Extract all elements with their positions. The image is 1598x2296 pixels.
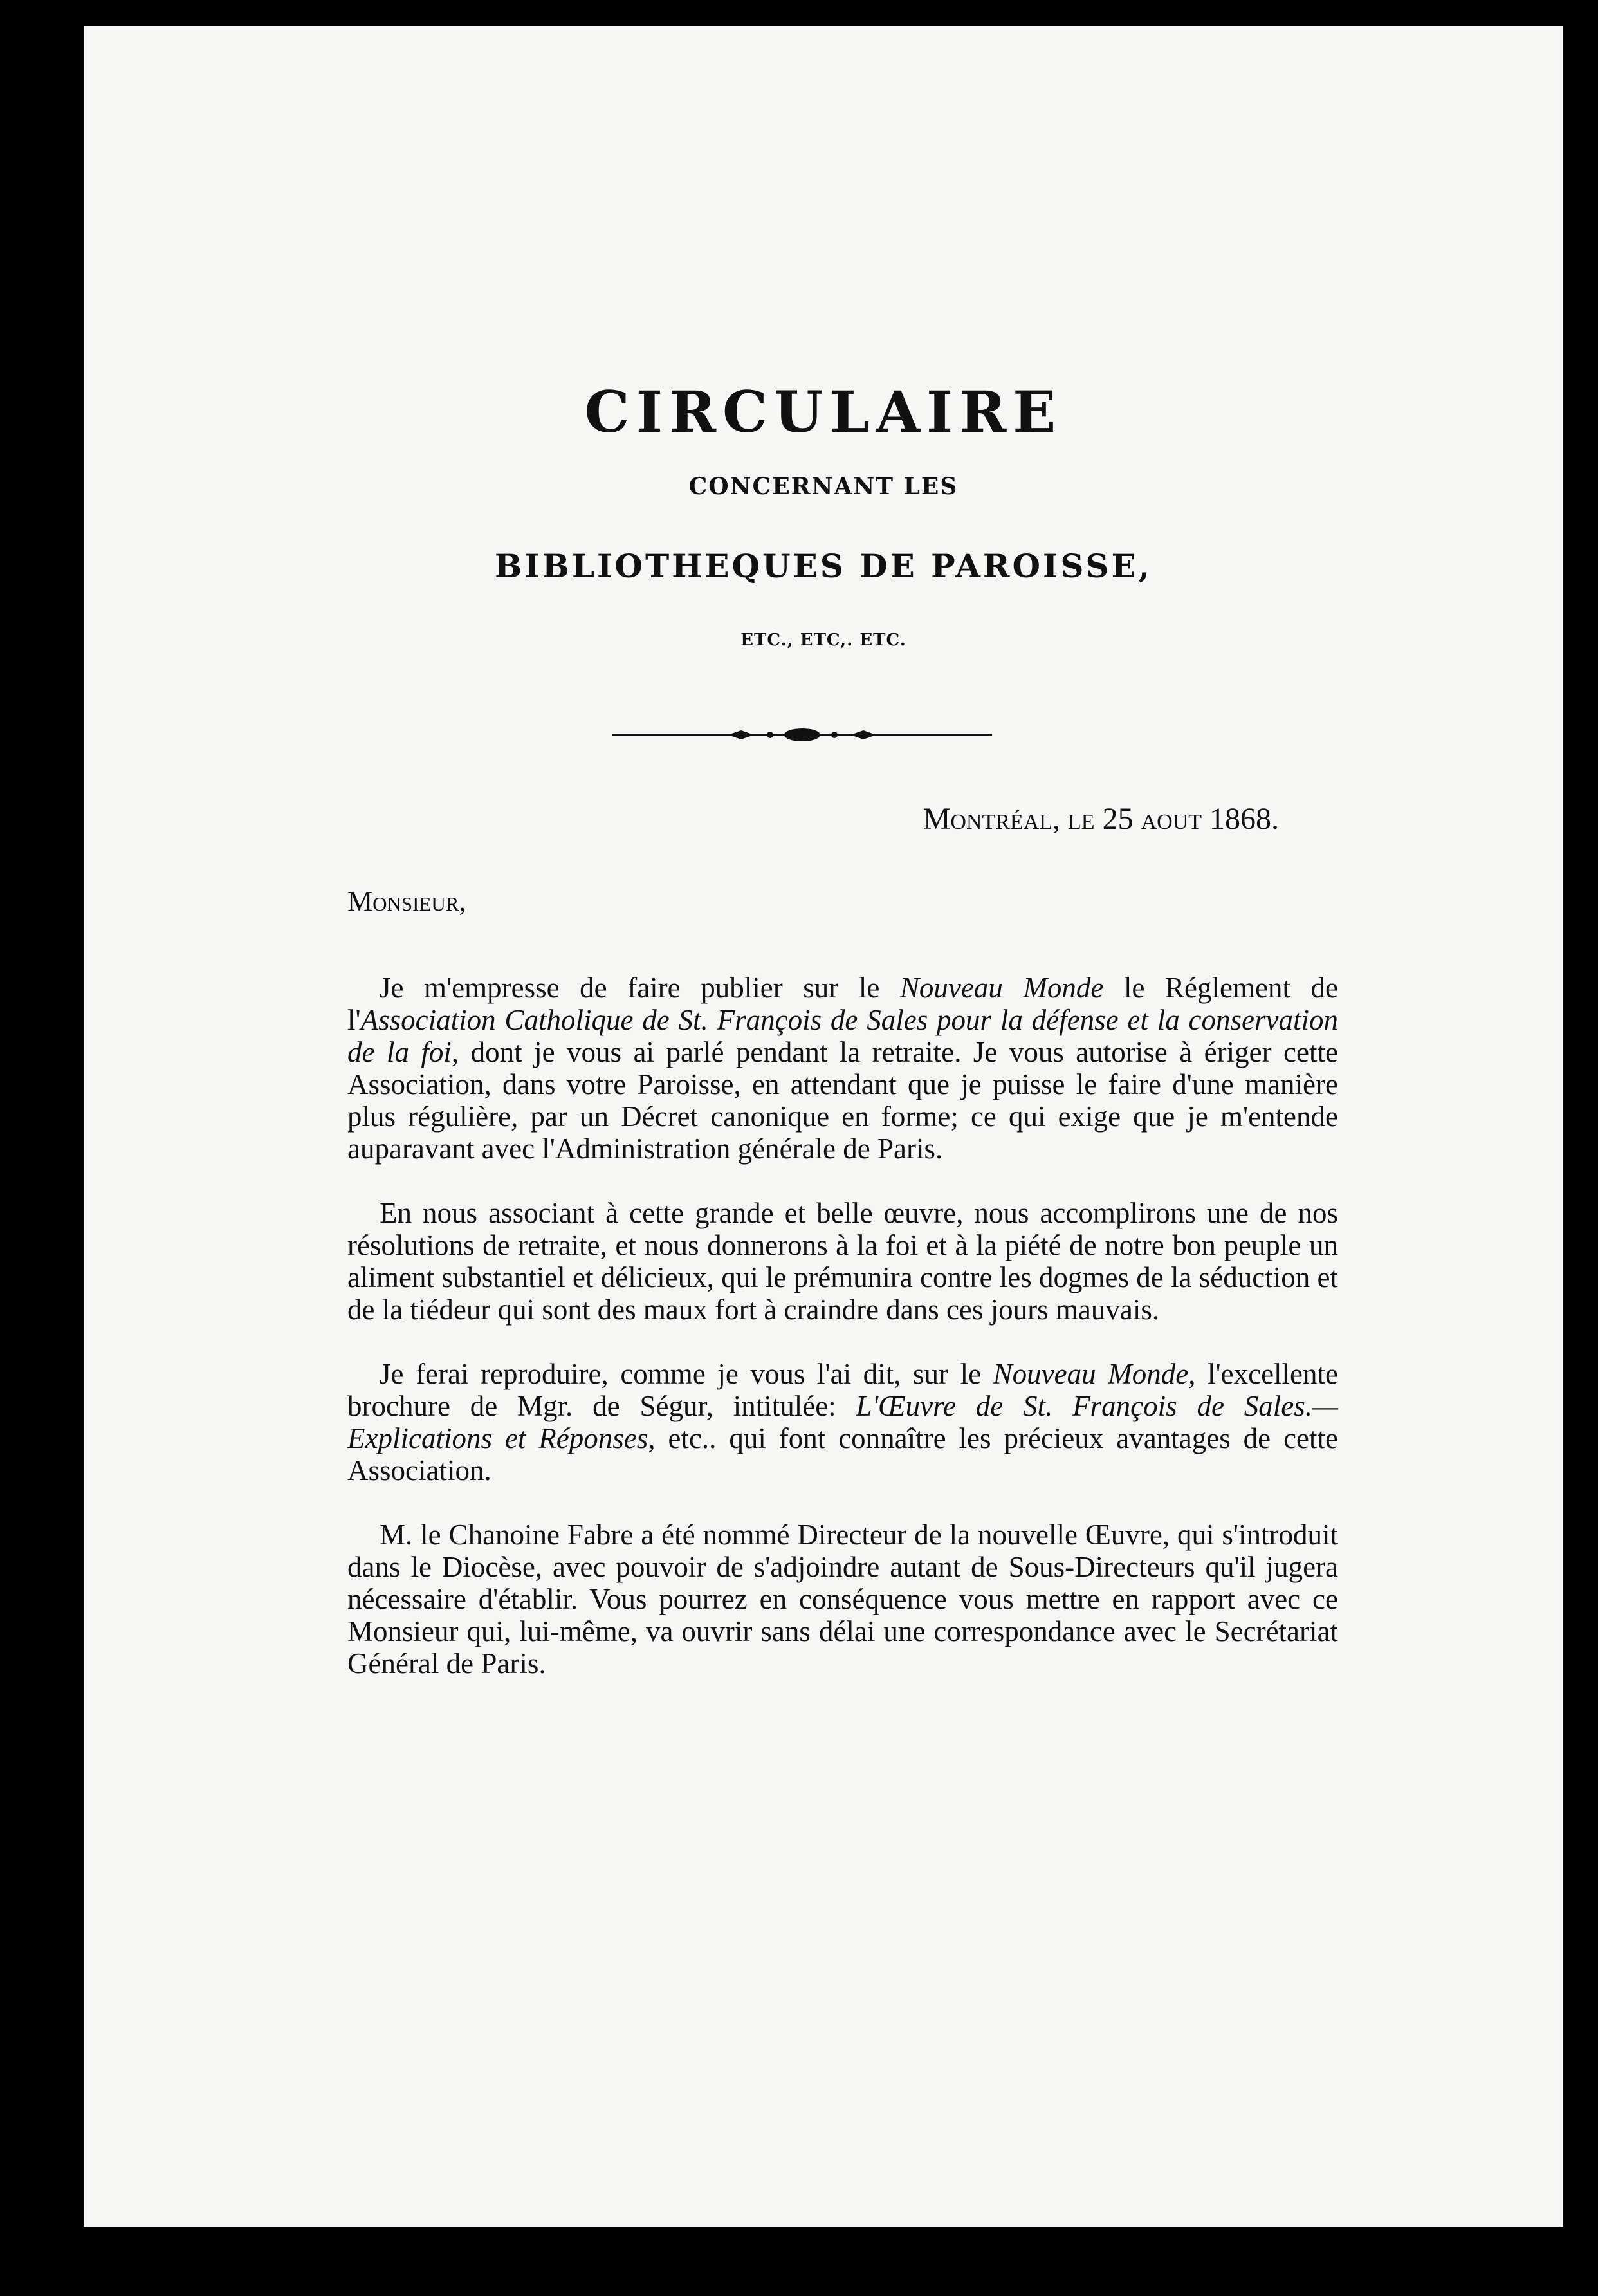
paragraph-3 [347, 1358, 1338, 1486]
ornament-divider-icon [612, 722, 992, 748]
paragraph-1-italic-b: Nouveau Monde [899, 972, 1104, 1004]
document-heading: BIBLIOTHEQUES DE PAROISSE, [494, 547, 1153, 585]
document-title: CIRCULAIRE [584, 378, 1063, 445]
document-subtitle: CONCERNANT LES [688, 473, 959, 500]
paragraph-1-text-c: le Réglement de l' [347, 972, 1339, 1036]
document-etc: ETC., ETC,. ETC. [740, 631, 906, 650]
paragraph-3-text-c: , l'excellente brochure de Mgr. de Ségur, intitulée: [347, 1358, 1339, 1422]
paragraph-1-text-a: Je m'empresse de faire publier sur le [380, 972, 900, 1004]
paragraph-1-italic-d: Association Catholique de St. François de Sales pour la défense et la conservation de la foi [347, 1004, 1338, 1068]
paragraph-1-text-e: , dont je vous ai parlé pendant la retraite. Je vous autorise à ériger cette Association, dans votre Paroisse, en attendant que je puisse le faire d'une manière plus régulière, par un Décret canonique en forme; ce qui exige que je m'entende auparavant avec l'Administration générale de Paris. [347, 1036, 1338, 1165]
dateline: Montréal, le 25 aout 1868. [923, 802, 1279, 836]
paragraph-3-italic-b: Nouveau Monde [993, 1358, 1189, 1390]
paragraph-3-italic-d: L'Œuvre de St. François de Sales.—Explications et Réponses [347, 1390, 1338, 1454]
document-page [84, 26, 1563, 2227]
paragraph-1 [347, 972, 1338, 1165]
salutation: Monsieur, [347, 885, 466, 917]
paragraph-2: En nous associant à cette grande et belle œuvre, nous accomplirons une de nos résolutions de retraite, et nous donnerons à la foi et à la piété de notre bon peuple un aliment substantiel et délicieux, qui le prémunira contre les dogmes de la séduction et de la tiédeur qui sont des maux fort à craindre dans ces jours mauvais. [347, 1197, 1338, 1326]
paragraph-3-text-a: Je ferai reproduire, comme je vous l'ai dit, sur le [380, 1358, 993, 1390]
paragraph-4: M. le Chanoine Fabre a été nommé Directeur de la nouvelle Œuvre, qui s'introduit dans le Diocèse, avec pouvoir de s'adjoindre autant de Sous-Directeurs qu'il jugera nécessaire d'établir. Vous pourrez en conséquence vous mettre en rapport avec ce Monsieur qui, lui-même, va ouvrir sans délai une correspondance avec le Secrétariat Général de Paris. [347, 1519, 1338, 1680]
paragraph-3-text-e: , etc.. qui font connaître les précieux avantages de cette Association. [347, 1422, 1338, 1486]
letter-body [347, 972, 1338, 1712]
